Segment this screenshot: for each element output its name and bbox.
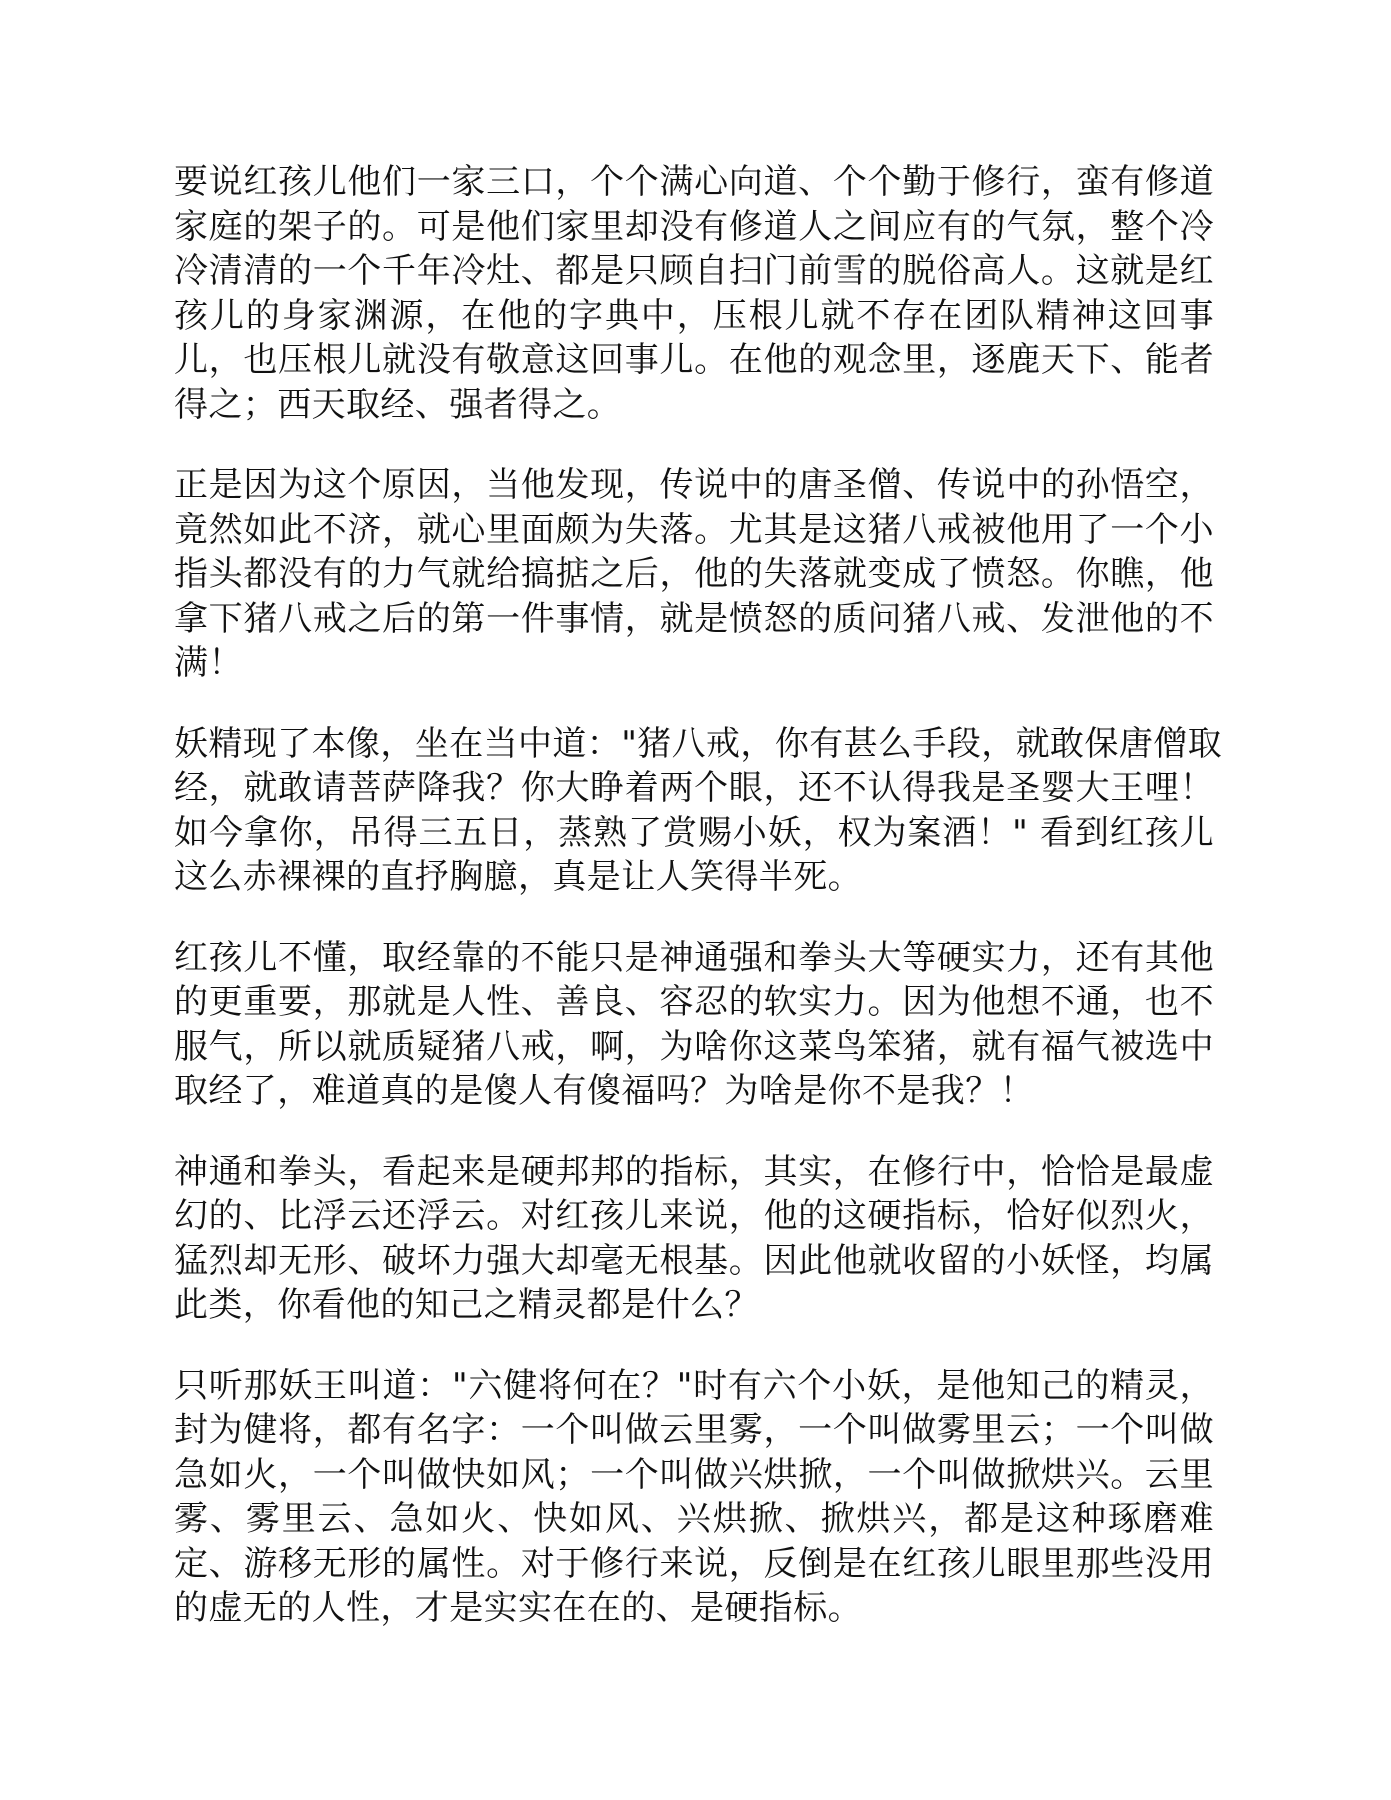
paragraph-5 xyxy=(174,1150,1214,1328)
text-line: 服气，所以就质疑猪八戒，啊，为啥你这菜鸟笨猪，就有福气被选中 xyxy=(174,1026,1214,1067)
text-line: 如今拿你，吊得三五日，蒸熟了赏赐小妖，权为案酒！" 看到红孩儿 xyxy=(174,812,1214,853)
text-line: 竟然如此不济，就心里面颇为失落。尤其是这猪八戒被他用了一个小 xyxy=(174,509,1214,550)
text-line: 满！ xyxy=(174,643,243,683)
text-line: 定、游移无形的属性。对于修行来说，反倒是在红孩儿眼里那些没用 xyxy=(174,1543,1214,1584)
text-line: 幻的、比浮云还浮云。对红孩儿来说，他的这硬指标，恰好似烈火， xyxy=(174,1196,1214,1236)
paragraph-6 xyxy=(174,1364,1214,1631)
text-line: 只听那妖王叫道："六健将何在？"时有六个小妖，是他知己的精灵， xyxy=(174,1365,1214,1406)
text-line: 正是因为这个原因，当他发现，传说中的唐圣僧、传说中的孙悟空， xyxy=(174,465,1214,505)
text-line: 得之；西天取经、强者得之。 xyxy=(174,384,622,425)
text-line: 取经了，难道真的是傻人有傻福吗？为啥是你不是我？！ xyxy=(174,1071,1034,1111)
paragraph-4 xyxy=(174,936,1214,1114)
document-page xyxy=(174,160,1223,1667)
text-line: 要说红孩儿他们一家三口，个个满心向道、个个勤于修行，蛮有修道 xyxy=(174,162,1214,202)
text-line: 的更重要，那就是人性、善良、容忍的软实力。因为他想不通，也不 xyxy=(174,982,1214,1022)
text-line: 儿，也压根儿就没有敬意这回事儿。在他的观念里，逐鹿天下、能者 xyxy=(174,340,1214,380)
text-line: 冷清清的一个千年冷灶、都是只顾自扫门前雪的脱俗高人。这就是红 xyxy=(174,251,1214,291)
text-line: 拿下猪八戒之后的第一件事情，就是愤怒的质问猪八戒、发泄他的不 xyxy=(174,598,1214,639)
paragraph-1 xyxy=(174,160,1214,427)
text-line: 封为健将，都有名字：一个叫做云里雾，一个叫做雾里云；一个叫做 xyxy=(174,1410,1214,1450)
paragraph-2 xyxy=(174,463,1214,686)
text-line: 的虚无的人性，才是实实在在的、是硬指标。 xyxy=(174,1588,862,1628)
text-line: 此类，你看他的知己之精灵都是什么？ xyxy=(174,1285,759,1325)
text-line: 经，就敢请菩萨降我？你大睁着两个眼，还不认得我是圣婴大王哩！ xyxy=(174,768,1214,808)
text-line: 这么赤裸裸的直抒胸臆，真是让人笑得半死。 xyxy=(174,857,862,897)
text-line: 红孩儿不懂，取经靠的不能只是神通强和拳头大等硬实力，还有其他 xyxy=(174,937,1214,978)
text-line: 孩儿的身家渊源，在他的字典中，压根儿就不存在团队精神这回事 xyxy=(174,295,1214,336)
text-line: 猛烈却无形、破坏力强大却毫无根基。因此他就收留的小妖怪，均属 xyxy=(174,1240,1214,1281)
text-line: 神通和拳头，看起来是硬邦邦的指标，其实，在修行中，恰恰是最虚 xyxy=(174,1151,1214,1192)
text-line: 雾、雾里云、急如火、快如风、兴烘掀、掀烘兴，都是这种琢磨难 xyxy=(174,1499,1214,1539)
text-line: 急如火，一个叫做快如风；一个叫做兴烘掀，一个叫做掀烘兴。云里 xyxy=(174,1454,1214,1495)
text-line: 指头都没有的力气就给搞掂之后，他的失落就变成了愤怒。你瞧，他 xyxy=(174,554,1214,594)
paragraph-3 xyxy=(174,722,1223,900)
text-line: 家庭的架子的。可是他们家里却没有修道人之间应有的气氛，整个冷 xyxy=(174,206,1214,247)
text-line: 妖精现了本像，坐在当中道："猪八戒，你有甚么手段，就敢保唐僧取 xyxy=(174,723,1223,764)
